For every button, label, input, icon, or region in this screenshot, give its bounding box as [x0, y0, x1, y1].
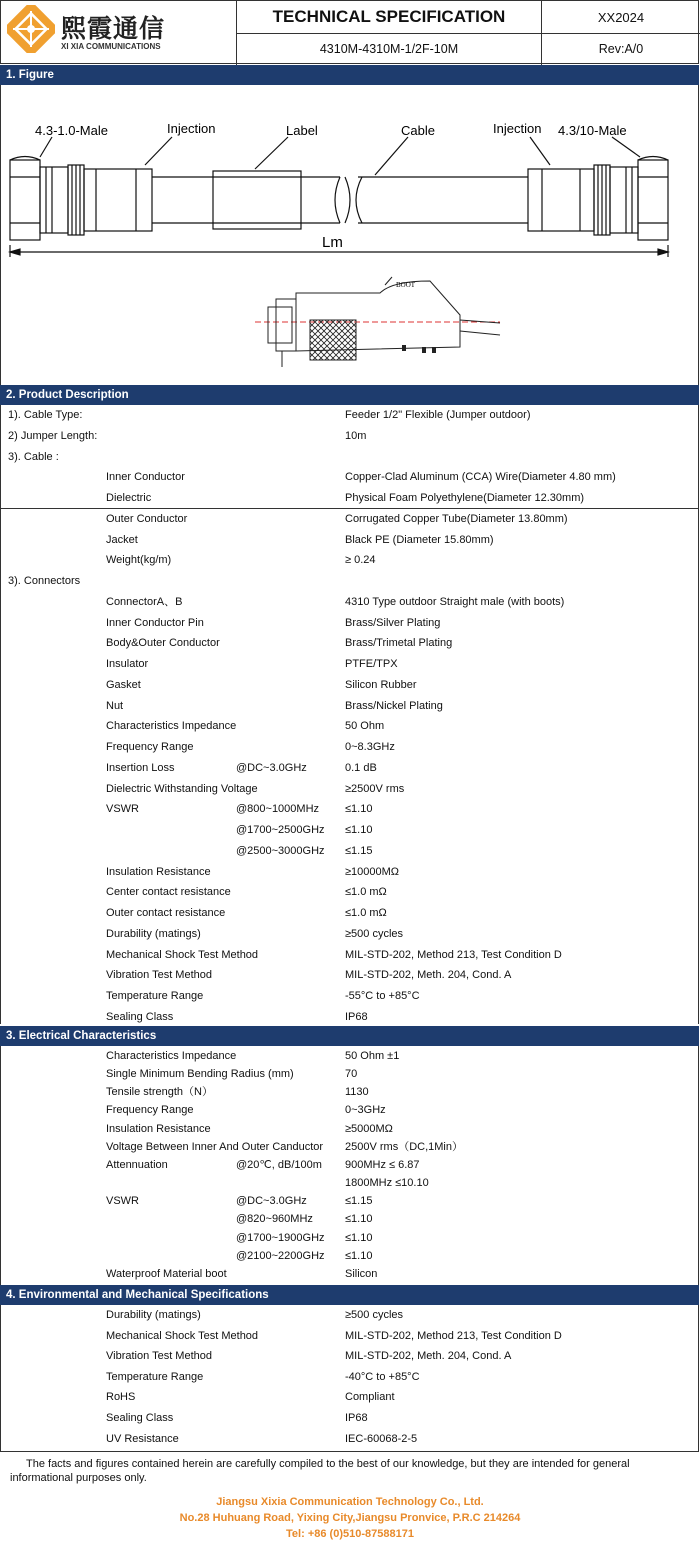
row-label: Center contact resistance — [106, 886, 231, 899]
row-value: IP68 — [345, 1412, 368, 1424]
table-row — [0, 530, 699, 550]
row-value: ≤1.10 — [345, 1249, 373, 1262]
table-row — [0, 1209, 699, 1229]
row-value: 50 Ohm ±1 — [345, 1050, 400, 1062]
table-row — [0, 862, 699, 882]
section-product-header: 2. Product Description — [0, 385, 699, 405]
row-label: Mechanical Shock Test Method — [106, 948, 259, 961]
row-value: 900MHz ≤ 6.87 — [345, 1158, 420, 1171]
row-value: ≥10000MΩ — [345, 865, 400, 878]
company-address: No.28 Huhuang Road, Yixing City,Jiangsu Pronvice, P.R.C 214264 — [179, 1512, 521, 1524]
row-label: Insertion Loss — [106, 761, 175, 774]
row-condition: @2500~3000GHz — [236, 844, 325, 857]
row-value: 1130 — [345, 1086, 369, 1099]
row-value: 2500V rms（DC,1Min） — [345, 1140, 463, 1153]
table-row — [0, 1173, 699, 1193]
table-row — [0, 405, 699, 425]
row-label: VSWR — [106, 1195, 139, 1208]
row-condition: @20℃, dB/100m — [236, 1158, 322, 1171]
row-condition: @DC~3.0GHz — [236, 1195, 307, 1208]
table-row — [0, 613, 699, 633]
table-row — [0, 820, 699, 840]
table-row — [0, 1007, 699, 1027]
table-row — [0, 1346, 699, 1366]
company-logo-icon — [7, 5, 55, 53]
row-label: Durability (matings) — [106, 1309, 201, 1321]
table-row — [0, 1082, 699, 1102]
row-value: Feeder 1/2" Flexible (Jumper outdoor) — [345, 409, 531, 421]
row-label: Dielectric — [106, 492, 152, 504]
row-label: RoHS — [106, 1391, 136, 1404]
row-condition: @1700~2500GHz — [236, 824, 325, 836]
table-row — [0, 1305, 699, 1325]
disclaimer-note: The facts and figures contained herein are carefully compiled to the best of our knowledge, but they are intended for general informational purposes only. — [10, 1458, 630, 1484]
row-value: 50 Ohm — [345, 720, 385, 733]
table-row — [0, 654, 699, 674]
table-row — [0, 696, 699, 716]
row-value: ≤1.15 — [345, 1195, 373, 1208]
row-label: Durability (matings) — [106, 927, 201, 940]
row-label: Sealing Class — [106, 1010, 174, 1023]
table-row — [0, 758, 699, 778]
table-row — [0, 1228, 699, 1248]
table-row — [0, 550, 699, 570]
table-row — [0, 1191, 699, 1211]
table-row — [0, 1100, 699, 1120]
row-value: Compliant — [345, 1391, 395, 1404]
table-row — [0, 675, 699, 695]
part-number: 4310M-4310M-1/2F-10M — [319, 42, 459, 56]
row-value: 0~3GHz — [345, 1104, 386, 1117]
row-label: Insulation Resistance — [106, 1122, 211, 1135]
row-label: Mechanical Shock Test Method — [106, 1329, 259, 1342]
row-value: IEC-60068-2-5 — [345, 1432, 418, 1445]
cable-assembly-drawing — [0, 85, 699, 385]
table-row — [0, 488, 699, 508]
row-value: Physical Foam Polyethylene(Diameter 12.30mm) — [345, 492, 585, 504]
revision: Rev:A/0 — [598, 42, 644, 56]
row-value: 10m — [345, 429, 367, 442]
row-value: -40°C to +85°C — [345, 1370, 420, 1383]
row-label: 2) Jumper Length: — [8, 429, 98, 442]
label-cable: Cable — [401, 123, 435, 138]
table-row — [0, 1064, 699, 1084]
row-label: Insulation Resistance — [106, 865, 211, 878]
row-value: MIL-STD-202, Method 213, Test Condition D — [345, 1329, 562, 1342]
row-label: Temperature Range — [106, 990, 204, 1002]
row-label: Temperature Range — [106, 1370, 204, 1383]
row-label: 1). Cable Type: — [8, 409, 83, 421]
table-row — [0, 737, 699, 757]
table-row — [0, 945, 699, 965]
row-value: ≥500 cycles — [345, 927, 404, 940]
table-row — [0, 965, 699, 985]
table-row — [0, 1264, 699, 1284]
doc-title: TECHNICAL SPECIFICATION — [272, 7, 506, 26]
row-value: Brass/Trimetal Plating — [345, 637, 453, 650]
table-row — [0, 592, 699, 612]
label-left-connector: 4.3-1.0-Male — [35, 123, 108, 138]
row-label: Frequency Range — [106, 741, 194, 753]
row-value: 0.1 dB — [345, 761, 377, 774]
row-label: Sealing Class — [106, 1412, 174, 1424]
row-value: 70 — [345, 1068, 358, 1081]
table-row — [0, 1367, 699, 1387]
row-label: Outer Conductor — [106, 512, 188, 525]
label-left-injection: Injection — [167, 121, 216, 136]
table-row — [0, 571, 699, 591]
row-label: UV Resistance — [106, 1432, 179, 1445]
row-label: Frequency Range — [106, 1104, 194, 1117]
row-value: MIL-STD-202, Meth. 204, Cond. A — [345, 969, 512, 982]
table-row — [0, 1387, 699, 1407]
table-row — [0, 716, 699, 736]
row-value: PTFE/TPX — [345, 658, 398, 670]
row-condition: @1700~1900GHz — [236, 1231, 325, 1244]
header-box — [0, 0, 699, 64]
table-row — [0, 779, 699, 799]
row-value: ≤1.10 — [345, 1213, 373, 1226]
row-value: 1800MHz ≤10.10 — [345, 1177, 429, 1190]
row-label: Body&Outer Conductor — [106, 637, 220, 650]
company-name: Jiangsu Xixia Communication Technology Co., Ltd. — [216, 1496, 484, 1508]
row-condition: @2100~2200GHz — [236, 1249, 325, 1262]
table-row — [0, 882, 699, 902]
row-value: ≤1.0 mΩ — [345, 886, 387, 899]
row-label: Characteristics Impedance — [106, 1050, 237, 1062]
row-value: ≥2500V rms — [345, 782, 405, 795]
row-value: MIL-STD-202, Meth. 204, Cond. A — [345, 1350, 512, 1363]
row-label: Weight(kg/m) — [106, 554, 172, 567]
row-label: 3). Connectors — [8, 575, 81, 587]
row-value: Copper-Clad Aluminum (CCA) Wire(Diameter 4.80 mm) — [345, 471, 616, 484]
table-row — [0, 1119, 699, 1139]
section-environmental-header: 4. Environmental and Mechanical Specifications — [0, 1285, 699, 1305]
row-label: ConnectorA、B — [106, 595, 183, 608]
row-value: ≤1.15 — [345, 844, 373, 857]
row-value: Silicon — [345, 1267, 378, 1280]
label-label: Label — [286, 123, 318, 138]
label-boot: BOOT — [396, 281, 416, 289]
row-label: Jacket — [106, 533, 138, 546]
table-row — [0, 986, 699, 1006]
row-label: Inner Conductor Pin — [106, 616, 204, 629]
row-label: Attennuation — [106, 1158, 168, 1171]
row-value: Black PE (Diameter 15.80mm) — [345, 533, 494, 546]
table-row — [0, 1408, 699, 1428]
row-condition: @820~960MHz — [236, 1213, 313, 1226]
row-label: Waterproof Material boot — [106, 1267, 227, 1280]
table-row — [0, 903, 699, 923]
table-row — [0, 509, 699, 529]
table-row — [0, 799, 699, 819]
label-right-connector: 4.3/10-Male — [558, 123, 627, 138]
table-row — [0, 1155, 699, 1175]
row-label: Dielectric Withstanding Voltage — [106, 782, 258, 795]
table-row — [0, 1429, 699, 1449]
table-row — [0, 1326, 699, 1346]
row-value: 0~8.3GHz — [345, 741, 395, 753]
table-row — [0, 1137, 699, 1157]
row-value: ≤1.0 mΩ — [345, 907, 387, 919]
row-label: Single Minimum Bending Radius (mm) — [106, 1068, 294, 1081]
table-row — [0, 1046, 699, 1066]
row-value: ≥500 cycles — [345, 1309, 404, 1321]
row-value: ≤1.10 — [345, 803, 373, 816]
table-row — [0, 841, 699, 861]
table-row — [0, 467, 699, 487]
label-length: Lm — [322, 234, 343, 251]
table-row — [0, 1246, 699, 1266]
row-label: Nut — [106, 699, 124, 712]
row-value: -55°C to +85°C — [345, 990, 420, 1002]
row-value: IP68 — [345, 1010, 368, 1023]
label-right-injection: Injection — [493, 121, 542, 136]
row-label: Tensile strength（N） — [106, 1086, 213, 1099]
table-row — [0, 426, 699, 446]
row-condition: @800~1000MHz — [236, 803, 320, 816]
row-label: Characteristics Impedance — [106, 720, 237, 733]
row-label: Outer contact resistance — [106, 907, 226, 919]
company-telephone: Tel: +86 (0)510-87588171 — [286, 1528, 414, 1540]
row-label: Gasket — [106, 678, 141, 691]
row-label: Voltage Between Inner And Outer Canductor — [106, 1140, 324, 1153]
row-label: Inner Conductor — [106, 471, 185, 484]
row-value: 4310 Type outdoor Straight male (with boots) — [345, 595, 565, 608]
row-label: 3). Cable : — [8, 450, 59, 463]
section-figure-header: 1. Figure — [0, 65, 699, 85]
logo-chinese-name: 熙霞通信 — [61, 14, 166, 43]
row-value: ≥5000MΩ — [345, 1122, 393, 1135]
row-value: ≤1.10 — [345, 1231, 373, 1244]
table-row — [0, 924, 699, 944]
table-row — [0, 447, 699, 467]
row-value: MIL-STD-202, Method 213, Test Condition D — [345, 948, 562, 961]
row-value: Brass/Silver Plating — [345, 616, 441, 629]
row-label: Insulator — [106, 658, 149, 670]
row-label: Vibration Test Method — [106, 1350, 212, 1363]
row-label: Vibration Test Method — [106, 969, 212, 982]
row-value: ≤1.10 — [345, 824, 373, 836]
logo-english-name: XI XIA COMMUNICATIONS — [61, 42, 161, 51]
section-electrical-header: 3. Electrical Characteristics — [0, 1026, 699, 1046]
table-row — [0, 633, 699, 653]
row-value: Silicon Rubber — [345, 678, 417, 691]
row-value: Corrugated Copper Tube(Diameter 13.80mm) — [345, 512, 568, 525]
doc-number: XX2024 — [597, 10, 645, 25]
row-value: ≥ 0.24 — [345, 554, 376, 567]
row-label: VSWR — [106, 803, 139, 816]
row-value: Brass/Nickel Plating — [345, 699, 443, 712]
row-condition: @DC~3.0GHz — [236, 761, 307, 774]
